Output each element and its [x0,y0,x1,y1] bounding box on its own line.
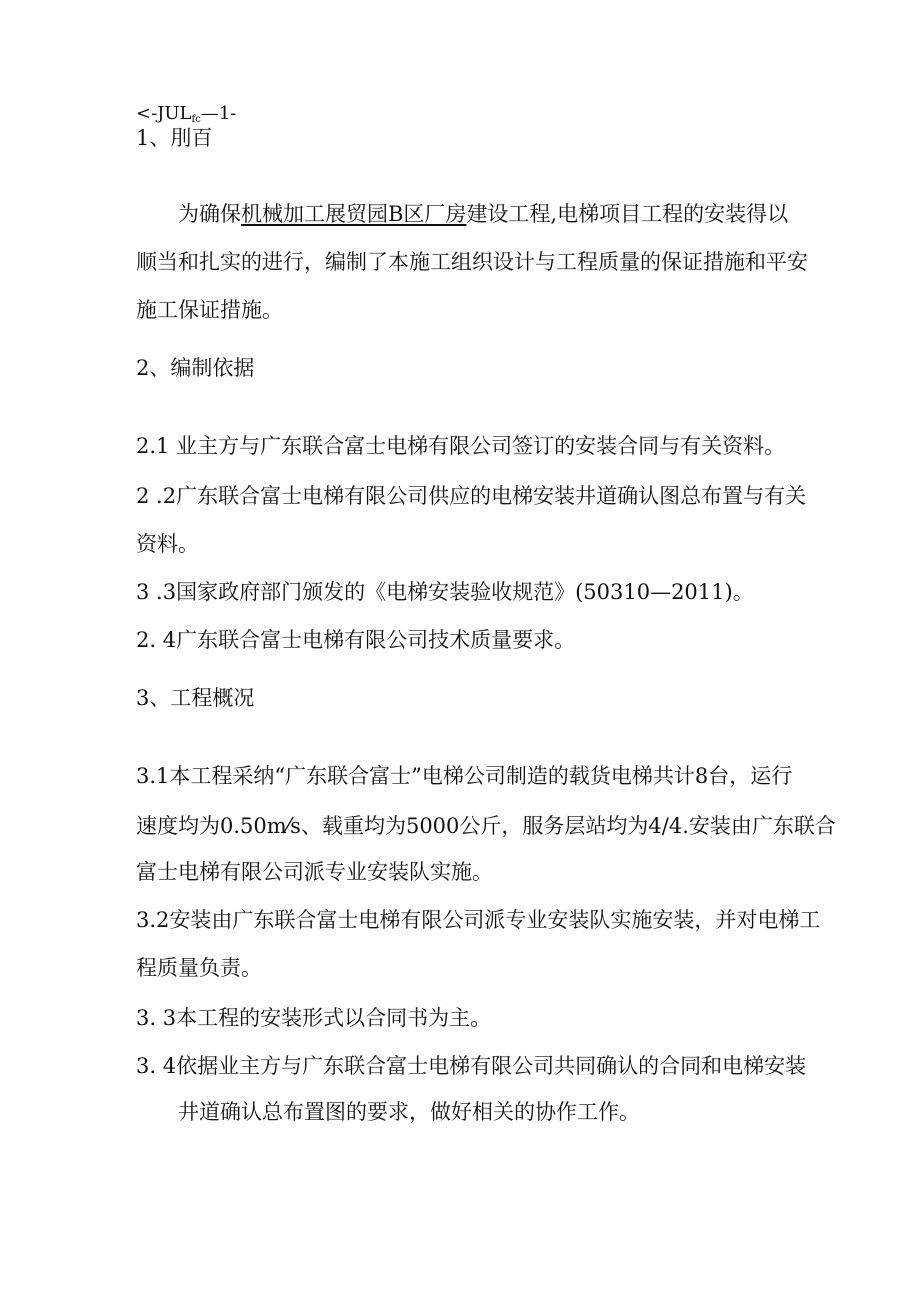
section-1-paragraph-line-2: 顺当和扎实的进行，编制了本施工组织设计与工程质量的保证措施和平安 [136,250,808,274]
paragraph-text: 为确保 [178,202,241,226]
section-2-item-3-line-1: 3 .3国家政府部门颁发的《电梯安装验收规范》(50310—2011)。 [136,580,754,604]
section-2-item-2-line-2: 资料。 [136,532,199,556]
project-name-underlined: 机械加工展贸园B区厂房 [241,202,467,226]
section-3-item-2-line-2: 程质量负责。 [136,956,262,980]
section-3-heading: 3、工程概况 [136,686,255,710]
section-3-item-2-line-1: 3.2安装由广东联合富士电梯有限公司派专业安装队实施安装，并对电梯工 [136,908,821,932]
running-header-pre: <-JUL [136,103,192,124]
section-2-item-1-line-1: 2.1 业主方与广东联合富士电梯有限公司签订的安装合同与有关资料。 [136,434,786,458]
section-2-heading: 2、编制依据 [136,356,255,380]
section-3-item-4-line-2: 井道确认总布置图的要求，做好相关的协作工作。 [178,1100,640,1124]
section-1-heading: 1、刖百 [136,126,213,150]
running-header-post: —1- [200,103,237,124]
section-2-item-4-line-1: 2. 4广东联合富士电梯有限公司技术质量要求。 [136,628,576,652]
section-3-item-4-line-1: 3. 4依据业主方与广东联合富士电梯有限公司共同确认的合同和电梯安装 [136,1054,807,1078]
section-3-item-1-line-2: 速度均为0.50m⁄s、载重均为5000公斤，服务层站均为4/4.安装由广东联合 [136,814,836,838]
section-2-item-2-line-1: 2 .2广东联合富士电梯有限公司供应的电梯安装井道确认图总布置与有关 [136,484,807,508]
section-1-paragraph-line-1 [178,200,788,228]
section-1-paragraph-line-3: 施工保证措施。 [136,298,283,322]
paragraph-text: 建设工程,电梯项目工程的安装得以 [466,202,789,226]
section-3-item-1-line-3: 富士电梯有限公司派专业安装队实施。 [136,860,493,884]
running-header-sub: fc [191,114,201,125]
section-3-item-1-line-1: 3.1本工程采纳“广东联合富士”电梯公司制造的载货电梯共计8台，运行 [136,764,793,788]
section-3-item-3-line-1: 3. 3本工程的安装形式以合同书为主。 [136,1006,492,1030]
